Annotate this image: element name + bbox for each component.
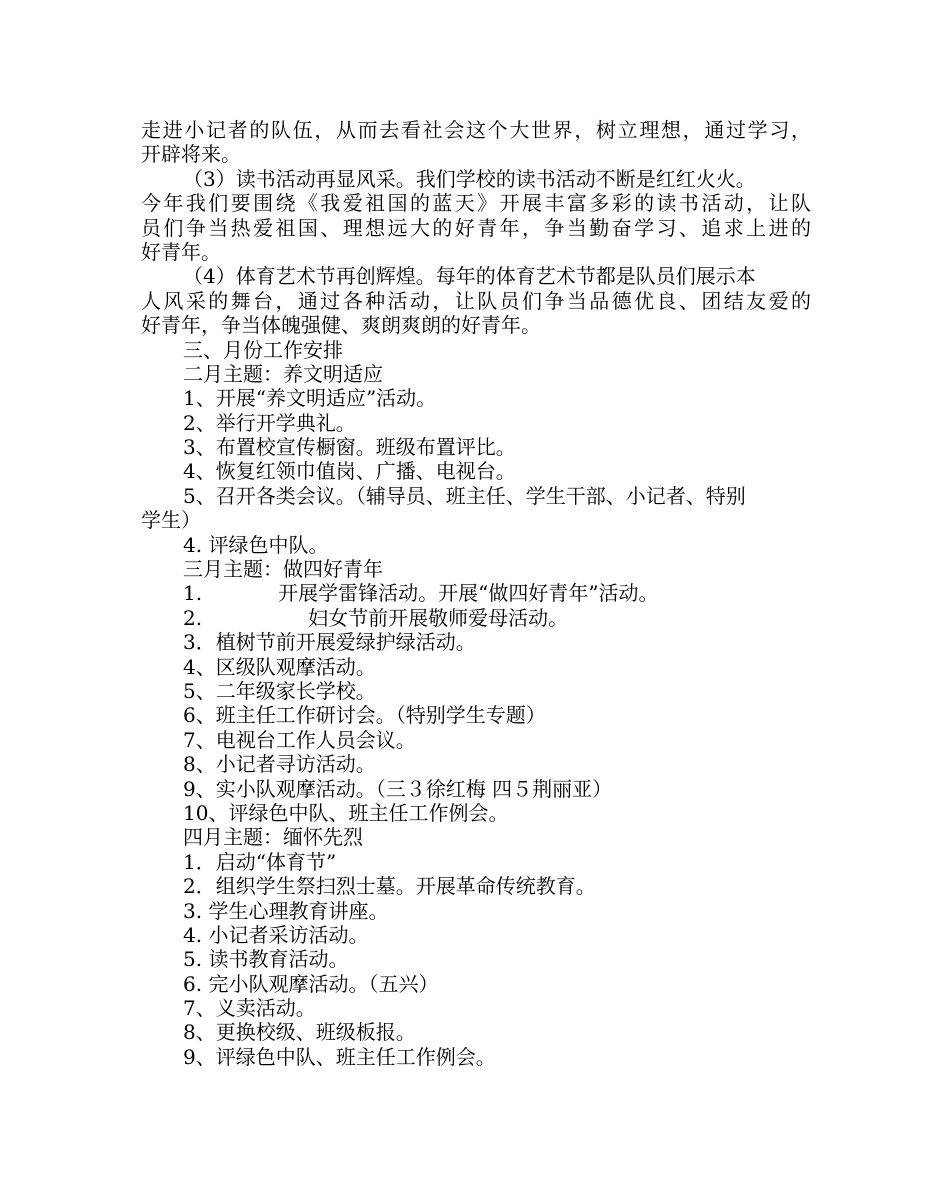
paragraph-line: 今年我们要围绕《我爱祖国的蓝天》开展丰富多彩的读书活动，让队 <box>141 191 811 216</box>
list-item: 4. 评绿色中队。 <box>183 532 329 557</box>
section-heading: 三、月份工作安排 <box>183 337 343 362</box>
list-item: 5、召开各类会议。（辅导员、班主任、学生干部、小记者、特别 <box>183 483 746 508</box>
list-item: 3. 学生心理教育讲座。 <box>183 898 389 923</box>
list-item: 6、班主任工作研讨会。（特别学生专题） <box>183 703 546 728</box>
list-item: 4. 小记者采访活动。 <box>183 922 369 947</box>
month-theme: 二月主题：养文明适应 <box>183 361 383 386</box>
list-item: 6. 完小队观摩活动。（五兴） <box>183 971 439 996</box>
list-item: 8、小记者寻访活动。 <box>183 752 376 777</box>
month-theme: 三月主题：做四好青年 <box>183 557 383 582</box>
list-item: 3．植树节前开展爱绿护绿活动。 <box>183 630 476 655</box>
list-item: 3、布置校宣传橱窗。班级布置评比。 <box>183 435 516 460</box>
list-item: 4、区级队观摩活动。 <box>183 654 376 679</box>
paragraph-line: 好青年，争当体魄强健、爽朗爽朗的好青年。 <box>141 313 541 338</box>
list-item: 7、电视台工作人员会议。 <box>183 727 416 752</box>
paragraph-line: 走进小记者的队伍，从而去看社会这个大世界，树立理想，通过学习， <box>141 118 811 142</box>
list-item: 9、评绿色中队、班主任工作例会。 <box>183 1044 496 1069</box>
list-item: 5、二年级家长学校。 <box>183 678 376 703</box>
paragraph-line: 开辟将来。 <box>141 142 241 167</box>
list-item-text: 开展学雷锋活动。开展“做四好青年”活动。 <box>278 581 659 606</box>
list-item: 7、义卖活动。 <box>183 996 316 1021</box>
list-item: 10、评绿色中队、班主任工作例会。 <box>183 800 509 825</box>
paragraph-line: （3）读书活动再显风采。我们学校的读书活动不断是红红火火。 <box>183 166 756 191</box>
month-theme: 四月主题：缅怀先烈 <box>183 825 363 850</box>
paragraph-line: 好青年。 <box>141 239 221 264</box>
list-item: 5. 读书教育活动。 <box>183 947 349 972</box>
list-item-number: 1. <box>183 581 203 606</box>
list-item <box>141 581 811 605</box>
list-item-continuation: 学生） <box>141 508 201 533</box>
list-item: 2、举行开学典礼。 <box>183 410 356 435</box>
list-item: 4、恢复红领巾值岗、广播、电视台。 <box>183 459 516 484</box>
list-item: 8、更换校级、班级板报。 <box>183 1020 416 1045</box>
list-item-text: 妇女节前开展敬师爱母活动。 <box>308 605 569 630</box>
paragraph-line: （4）体育艺术节再创辉煌。每年的体育艺术节都是队员们展示本 <box>183 264 756 289</box>
list-item <box>141 606 811 630</box>
paragraph-line: 员们争当热爱祖国、理想远大的好青年，争当勤奋学习、追求上进的 <box>141 215 811 240</box>
list-item-number: 2. <box>183 605 203 630</box>
list-item: 1．启动“体育节” <box>183 849 337 874</box>
list-item: 1、开展“养文明适应”活动。 <box>183 386 437 411</box>
document-body <box>141 118 811 1069</box>
list-item: 2．组织学生祭扫烈士墓。开展革命传统教育。 <box>183 874 596 899</box>
list-item: 9、实小队观摩活动。（三３徐红梅 四５荆丽亚） <box>183 776 613 801</box>
paragraph-line: 人风采的舞台，通过各种活动，让队员们争当品德优良、团结友爱的 <box>141 288 811 313</box>
